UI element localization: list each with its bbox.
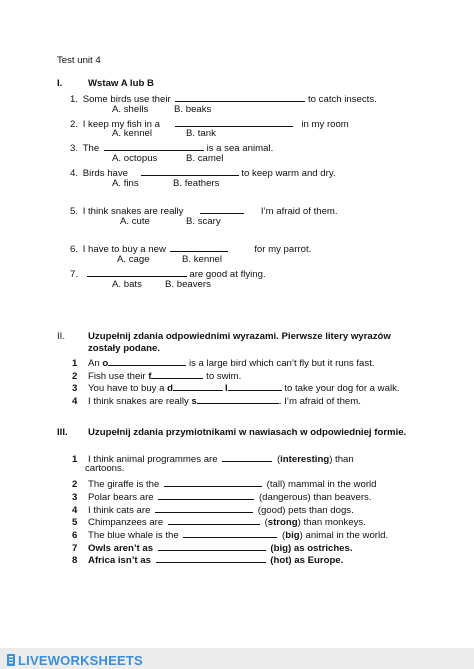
answer-blank[interactable] bbox=[200, 203, 244, 214]
item-number: 2. bbox=[70, 119, 79, 130]
item-text: (dangerous) than beavers. bbox=[258, 492, 372, 503]
paren-open: ( bbox=[264, 517, 268, 528]
item-text: Birds have bbox=[82, 168, 129, 179]
item-text: Africa isn’t as bbox=[88, 555, 151, 566]
item-text: . I’m afraid of them. bbox=[278, 396, 361, 407]
paren-open: ( bbox=[282, 530, 286, 541]
item-number: 3 bbox=[72, 383, 78, 394]
section3-number: III. bbox=[57, 427, 68, 438]
option-b[interactable]: B. beaks bbox=[174, 104, 212, 115]
item-text: I have to buy a new bbox=[82, 244, 166, 255]
item-text: Fish use their bbox=[88, 371, 149, 382]
item-number: 6. bbox=[70, 244, 79, 255]
item-text: Chimpanzees are bbox=[88, 517, 164, 528]
first-letter: s bbox=[191, 396, 197, 407]
option-a[interactable]: A. kennel bbox=[112, 128, 153, 139]
answer-blank[interactable] bbox=[197, 393, 279, 404]
adjective: strong bbox=[267, 517, 298, 528]
item-text: (good) pets than dogs. bbox=[257, 505, 354, 516]
item-number: 7 bbox=[72, 543, 78, 554]
answer-blank[interactable] bbox=[158, 489, 254, 500]
list-item bbox=[70, 140, 273, 155]
answer-blank[interactable] bbox=[175, 91, 305, 102]
item-number: 2 bbox=[72, 371, 78, 382]
option-b[interactable]: B. beavers bbox=[165, 279, 211, 290]
answer-blank[interactable] bbox=[164, 476, 262, 487]
item-number: 5. bbox=[70, 206, 79, 217]
item-number: 4. bbox=[70, 168, 79, 179]
item-number: 4 bbox=[72, 396, 78, 407]
answer-blank[interactable] bbox=[168, 514, 260, 525]
item-text: The giraffe is the bbox=[88, 479, 160, 490]
answer-blank[interactable] bbox=[151, 368, 203, 379]
item-text: is a sea animal. bbox=[206, 143, 274, 154]
item-text: An bbox=[88, 358, 103, 369]
option-a[interactable]: A. octopus bbox=[112, 153, 158, 164]
answer-blank[interactable] bbox=[87, 266, 187, 277]
option-b[interactable]: B. tank bbox=[186, 128, 216, 139]
item-text: The blue whale is the bbox=[88, 530, 179, 541]
answer-blank[interactable] bbox=[155, 502, 253, 513]
item-text: is a large bird which can’t fly but it runs fast. bbox=[186, 358, 375, 369]
option-b[interactable]: B. scary bbox=[186, 216, 221, 227]
section1-number: I. bbox=[57, 78, 63, 89]
first-letter: d bbox=[167, 383, 174, 394]
first-letter: l bbox=[225, 383, 228, 394]
option-a[interactable]: A. cage bbox=[117, 254, 150, 265]
item-number: 1 bbox=[72, 454, 78, 465]
item-text: ) than bbox=[329, 454, 354, 465]
item-text: I’m afraid of them. bbox=[260, 206, 338, 217]
answer-blank[interactable] bbox=[173, 380, 223, 391]
item-text: I keep my fish in a bbox=[82, 119, 161, 130]
section1-heading: Wstaw A lub B bbox=[88, 78, 154, 89]
answer-blank[interactable] bbox=[156, 552, 266, 563]
option-b[interactable]: B. camel bbox=[186, 153, 224, 164]
item-text: (big) as ostriches. bbox=[270, 543, 353, 554]
item-text: Polar bears are bbox=[88, 492, 154, 503]
answer-blank[interactable] bbox=[228, 380, 282, 391]
option-a[interactable]: A. bats bbox=[112, 279, 142, 290]
option-a[interactable]: A. cute bbox=[120, 216, 150, 227]
item-text: to swim. bbox=[203, 371, 242, 382]
item-text: in my room bbox=[301, 119, 349, 130]
section2-heading-line2: zostały podane. bbox=[88, 343, 160, 354]
answer-blank[interactable] bbox=[170, 241, 228, 252]
item-text: I think snakes are really bbox=[88, 396, 192, 407]
item-text: for my parrot. bbox=[254, 244, 312, 255]
answer-blank[interactable] bbox=[222, 451, 272, 462]
option-b[interactable]: B. feathers bbox=[173, 178, 220, 189]
item-text: (tall) mammal in the world bbox=[266, 479, 377, 490]
item-number: 1. bbox=[70, 94, 79, 105]
item-number: 3 bbox=[72, 492, 78, 503]
item-number: 4 bbox=[72, 505, 78, 516]
section2-heading-line1: Uzupełnij zdania odpowiednimi wyrazami. Pierwsze litery wyrazów bbox=[88, 331, 391, 342]
paren-open: ( bbox=[276, 454, 281, 465]
adjective: big bbox=[285, 530, 300, 541]
item-text: I think cats are bbox=[88, 505, 151, 516]
answer-blank[interactable] bbox=[108, 355, 186, 366]
adjective: interesting bbox=[280, 454, 330, 465]
option-b[interactable]: B. kennel bbox=[182, 254, 223, 265]
section3-heading: Uzupełnij zdania przymiotnikami w nawiasach w odpowiedniej formie. bbox=[88, 427, 407, 438]
item-number: 3. bbox=[70, 143, 79, 154]
item-text: to catch insects. bbox=[308, 94, 377, 105]
item-text: You have to buy a bbox=[88, 383, 168, 394]
answer-blank[interactable] bbox=[183, 527, 277, 538]
item-number: 1 bbox=[72, 358, 78, 369]
section2-number: II. bbox=[57, 331, 65, 342]
answer-blank[interactable] bbox=[175, 116, 293, 127]
item-text: (hot) as Europe. bbox=[270, 555, 344, 566]
option-a[interactable]: A. shells bbox=[112, 104, 149, 115]
answer-blank[interactable] bbox=[158, 540, 266, 551]
item-text: I think snakes are really bbox=[82, 206, 184, 217]
item-number: 8 bbox=[72, 555, 78, 566]
item-text: to take your dog for a walk. bbox=[281, 383, 400, 394]
list-item bbox=[72, 393, 361, 408]
answer-blank[interactable] bbox=[104, 140, 204, 151]
liveworksheets-icon bbox=[6, 654, 16, 666]
item-text: The bbox=[82, 143, 100, 154]
item-text: Some birds use their bbox=[82, 94, 171, 105]
item-text: Owls aren’t as bbox=[88, 543, 154, 554]
brand-name: LIVEWORKSHEETS bbox=[18, 653, 143, 668]
item-number: 5 bbox=[72, 517, 78, 528]
item-text: are good at flying. bbox=[189, 269, 266, 280]
list-item-continuation: cartoons. bbox=[85, 463, 125, 474]
item-text: I think animal programmes are bbox=[88, 454, 218, 465]
list-item bbox=[72, 552, 343, 567]
item-number: 2 bbox=[72, 479, 78, 490]
item-text: ) than monkeys. bbox=[297, 517, 366, 528]
first-letter: o bbox=[102, 358, 109, 369]
item-number: 6 bbox=[72, 530, 78, 541]
liveworksheets-logo[interactable] bbox=[6, 653, 143, 669]
item-number: 7. bbox=[70, 269, 79, 280]
first-letter: f bbox=[148, 371, 152, 382]
option-a[interactable]: A. fins bbox=[112, 178, 139, 189]
item-text: to keep warm and dry. bbox=[241, 168, 336, 179]
item-text: ) animal in the world. bbox=[299, 530, 389, 541]
page-title: Test unit 4 bbox=[57, 55, 101, 66]
answer-blank[interactable] bbox=[141, 165, 239, 176]
